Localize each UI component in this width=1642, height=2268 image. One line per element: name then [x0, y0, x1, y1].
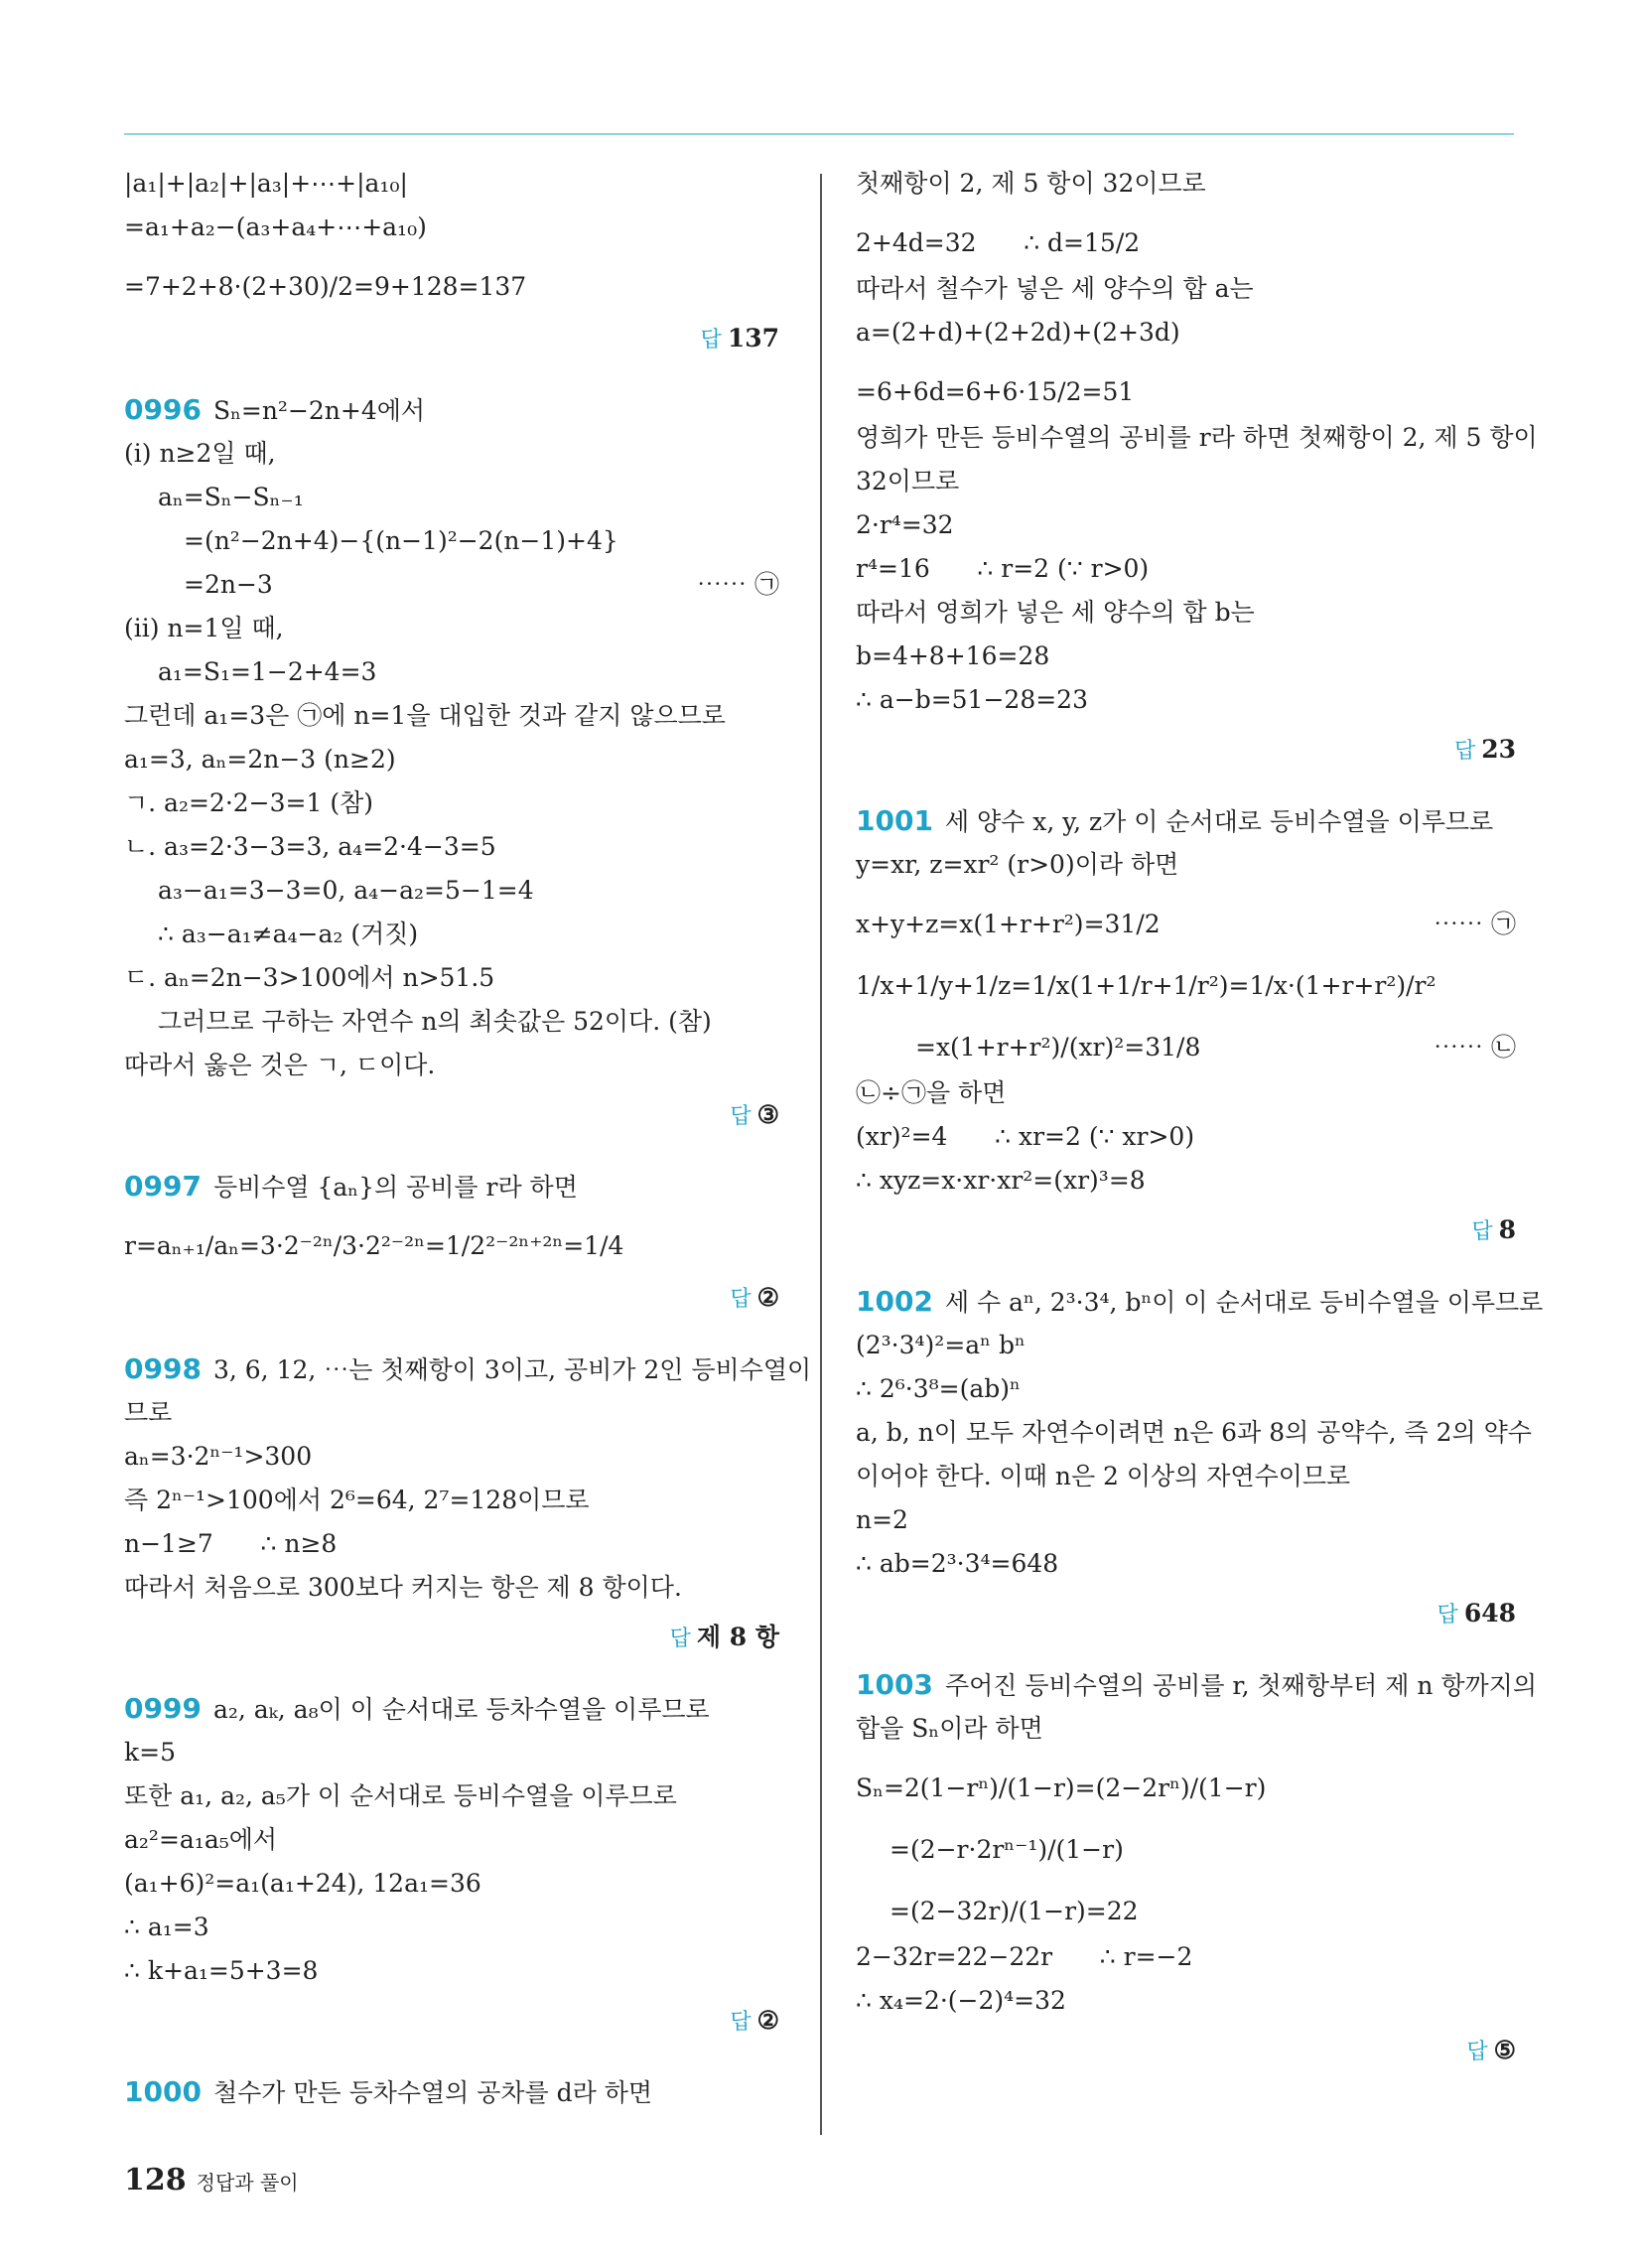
answer-value: 137 [727, 324, 779, 353]
answer-label: 답 [669, 1627, 691, 1651]
equation-marker: ⋯⋯ ㉡ [1434, 1033, 1516, 1062]
solution-line: Sₙ=2(1−rⁿ)/(1−r)=(2−2rⁿ)/(1−r) [856, 1773, 1267, 1802]
answer-value: 23 [1481, 735, 1516, 764]
solution-line: b=4+8+16=28 [856, 641, 1050, 670]
problem-number: 0999 [124, 1692, 202, 1725]
problem-number: 1001 [856, 804, 933, 837]
solution-line: 그러므로 구하는 자연수 n의 최솟값은 52이다. (참) [158, 1007, 712, 1036]
answer-line [124, 1277, 779, 1319]
solution-line: 세 양수 x, y, z가 이 순서대로 등비수열을 이루므로 [944, 807, 1494, 836]
answer-label: 답 [1453, 739, 1476, 764]
solution-line: 합을 Sₙ이라 하면 [856, 1714, 1043, 1743]
left-column [124, 169, 812, 2121]
solution-line: 등비수열 {aₙ}의 공비를 r라 하면 [212, 1173, 578, 1202]
problem-number: 0998 [124, 1352, 202, 1385]
problem-1001 [856, 806, 1516, 1251]
solution-line: ∴ 2⁶·3⁸=(ab)ⁿ [856, 1374, 1021, 1403]
solution-line: =a₁+a₂−(a₃+a₄+⋯+a₁₀) [124, 213, 427, 241]
solution-line: 즉 2ⁿ⁻¹>100에서 2⁶=64, 2⁷=128이므로 [124, 1486, 590, 1514]
answer-value: ⑤ [1493, 2036, 1516, 2064]
answer-label: 답 [700, 328, 722, 353]
solution-line: n−1≥7 ∴ n≥8 [124, 1529, 338, 1558]
solution-line: ∴ a₃−a₁≠a₄−a₂ (거짓) [158, 920, 419, 948]
solution-line: a₁=3, aₙ=2n−3 (n≥2) [124, 745, 396, 774]
solution-line: 2−32r=22−22r ∴ r=−2 [856, 1942, 1193, 1971]
answer-label: 답 [730, 2010, 752, 2035]
problem-0999 [124, 1694, 779, 2042]
solution-line: ∴ ab=2³·3⁴=648 [856, 1549, 1059, 1578]
problem-1003 [856, 1668, 1537, 2071]
answer-value: 제 8 항 [696, 1623, 779, 1651]
problem-1000 [124, 2077, 779, 2121]
problem-0997 [124, 1172, 779, 1319]
answer-line [856, 729, 1516, 771]
solution-line: 3, 6, 12, ⋯는 첫째항이 3이고, 공비가 2인 등비수열이 [212, 1355, 812, 1384]
answer-label: 답 [730, 1104, 752, 1129]
solution-line: =(2−32r)/(1−r)=22 [889, 1897, 1139, 1925]
solution-line: a₁=S₁=1−2+4=3 [158, 657, 377, 686]
answer-line [856, 2030, 1516, 2071]
solution-line: ㄱ. a₂=2·2−3=1 (참) [124, 788, 373, 817]
solution-line: r=aₙ₊₁/aₙ=3·2⁻²ⁿ/3·2²⁻²ⁿ=1/2²⁻²ⁿ⁺²ⁿ=1/4 [124, 1231, 624, 1260]
solution-line: ∴ a−b=51−28=23 [856, 685, 1088, 714]
solution-line: 주어진 등비수열의 공비를 r, 첫째항부터 제 n 항까지의 [944, 1671, 1537, 1700]
solution-line: (ii) n=1일 때, [124, 614, 284, 642]
answer-line [856, 1593, 1516, 1634]
solution-line: =(2−r·2rⁿ⁻¹)/(1−r) [889, 1835, 1124, 1864]
solution-line: =2n−3 [184, 570, 273, 599]
solution-line: r⁴=16 ∴ r=2 (∵ r>0) [856, 554, 1150, 583]
equation-marker: ⋯⋯ ㉠ [1434, 910, 1516, 938]
problem-number: 1002 [856, 1285, 933, 1318]
solution-line: a=(2+d)+(2+2d)+(2+3d) [856, 318, 1180, 347]
solution-line: a, b, n이 모두 자연수이려면 n은 6과 8의 공약수, 즉 2의 약수 [856, 1418, 1532, 1447]
solution-line: ㄴ. a₃=2·3−3=3, a₄=2·4−3=5 [124, 832, 496, 861]
solution-line: ∴ a₁=3 [124, 1913, 209, 1941]
solution-line: 영희가 만든 등비수열의 공비를 r라 하면 첫째항이 2, 제 5 항이 [856, 423, 1538, 452]
solution-line: k=5 [124, 1738, 177, 1767]
problem-number: 1000 [124, 2075, 202, 2108]
solution-line: |a₁|+|a₂|+|a₃|+⋯+|a₁₀| [124, 169, 408, 198]
solution-line: ∴ k+a₁=5+3=8 [124, 1956, 319, 1985]
solution-line: y=xr, z=xr² (r>0)이라 하면 [856, 850, 1179, 879]
solution-line: (2³·3⁴)²=aⁿ bⁿ [856, 1331, 1026, 1359]
continued-solution [124, 169, 779, 359]
solution-line: ㉡÷㉠을 하면 [856, 1078, 1007, 1107]
solution-line: aₙ=3·2ⁿ⁻¹>300 [124, 1442, 313, 1471]
answer-label: 답 [1466, 2040, 1488, 2064]
answer-line [124, 2000, 779, 2042]
solution-line: x+y+z=x(1+r+r²)=31/2 [856, 910, 1161, 938]
solution-line: 따라서 처음으로 300보다 커지는 항은 제 8 항이다. [124, 1573, 682, 1602]
footer-title: 정답과 풀이 [196, 2171, 299, 2195]
solution-line: 이어야 한다. 이때 n은 2 이상의 자연수이므로 [856, 1462, 1351, 1490]
problem-number: 0996 [124, 393, 202, 426]
solution-line: =(n²−2n+4)−{(n−1)²−2(n−1)+4} [184, 526, 618, 555]
header-rule [124, 133, 1514, 135]
answer-value: 8 [1498, 1215, 1516, 1244]
solution-line: 므로 [124, 1398, 173, 1427]
answer-value: 648 [1463, 1599, 1516, 1628]
page-number: 128 [124, 2163, 187, 2197]
answer-value: ② [756, 1283, 779, 1312]
problem-number: 0997 [124, 1170, 202, 1203]
solution-line: 세 수 aⁿ, 2³·3⁴, bⁿ이 이 순서대로 등비수열을 이루므로 [944, 1288, 1544, 1317]
solution-line: 1/x+1/y+1/z=1/x(1+1/r+1/r²)=1/x·(1+r+r²)/r² [856, 971, 1437, 1000]
problem-1002 [856, 1285, 1544, 1634]
solution-line: 또한 a₁, a₂, a₅가 이 순서대로 등비수열을 이루므로 [124, 1781, 677, 1810]
solution-line: 따라서 철수가 넣은 세 양수의 합 a는 [856, 274, 1254, 303]
answer-label: 답 [730, 1287, 752, 1312]
solution-line: =x(1+r+r²)/(xr)²=31/8 [915, 1033, 1201, 1062]
solution-line: 2+4d=32 ∴ d=15/2 [856, 228, 1141, 257]
answer-line [856, 1209, 1516, 1251]
answer-value: ② [756, 2006, 779, 2035]
solution-line: a₃−a₁=3−3=0, a₄−a₂=5−1=4 [158, 876, 534, 905]
solution-line: 따라서 옳은 것은 ㄱ, ㄷ이다. [124, 1051, 436, 1079]
continued-solution-1000 [856, 169, 1538, 771]
solution-line: Sₙ=n²−2n+4에서 [212, 396, 426, 425]
equation-marker: ⋯⋯ ㉠ [697, 570, 779, 599]
solution-line: ∴ x₄=2·(−2)⁴=32 [856, 1986, 1066, 2015]
solution-line: 따라서 영희가 넣은 세 양수의 합 b는 [856, 598, 1255, 627]
solution-line: =7+2+8·(2+30)/2=9+128=137 [124, 272, 527, 301]
right-column [856, 169, 1544, 2107]
problem-0996 [124, 395, 779, 1136]
answer-line [124, 1094, 779, 1136]
solution-line: ∴ xyz=x·xr·xr²=(xr)³=8 [856, 1166, 1146, 1195]
solution-line: 그런데 a₁=3은 ㉠에 n=1을 대입한 것과 같지 않으므로 [124, 701, 726, 730]
answer-label: 답 [1437, 1603, 1458, 1628]
solution-line: (i) n≥2일 때, [124, 439, 276, 468]
solution-line: (a₁+6)²=a₁(a₁+24), 12a₁=36 [124, 1869, 481, 1898]
solution-line: 첫째항이 2, 제 5 항이 32이므로 [856, 169, 1206, 198]
solution-line: ㄷ. aₙ=2n−3>100에서 n>51.5 [124, 963, 495, 992]
solution-line: aₙ=Sₙ−Sₙ₋₁ [158, 483, 304, 511]
solution-line: 32이므로 [856, 467, 960, 496]
answer-line [124, 318, 779, 359]
solution-line: n=2 [856, 1505, 908, 1534]
solution-line: 2·r⁴=32 [856, 510, 954, 539]
answer-value: ③ [756, 1100, 779, 1129]
column-divider [820, 174, 822, 2135]
answer-line [124, 1617, 779, 1658]
page-footer [124, 2163, 299, 2197]
problem-0998 [124, 1352, 812, 1658]
solution-line: (xr)²=4 ∴ xr=2 (∵ xr>0) [856, 1122, 1195, 1151]
answer-label: 답 [1471, 1219, 1493, 1244]
problem-number: 1003 [856, 1668, 933, 1701]
solution-line: =6+6d=6+6·15/2=51 [856, 377, 1135, 406]
solution-line: a₂, aₖ, a₈이 이 순서대로 등차수열을 이루므로 [212, 1695, 710, 1724]
solution-line: 철수가 만든 등차수열의 공차를 d라 하면 [212, 2078, 653, 2107]
solution-line: a₂²=a₁a₅에서 [124, 1825, 278, 1854]
